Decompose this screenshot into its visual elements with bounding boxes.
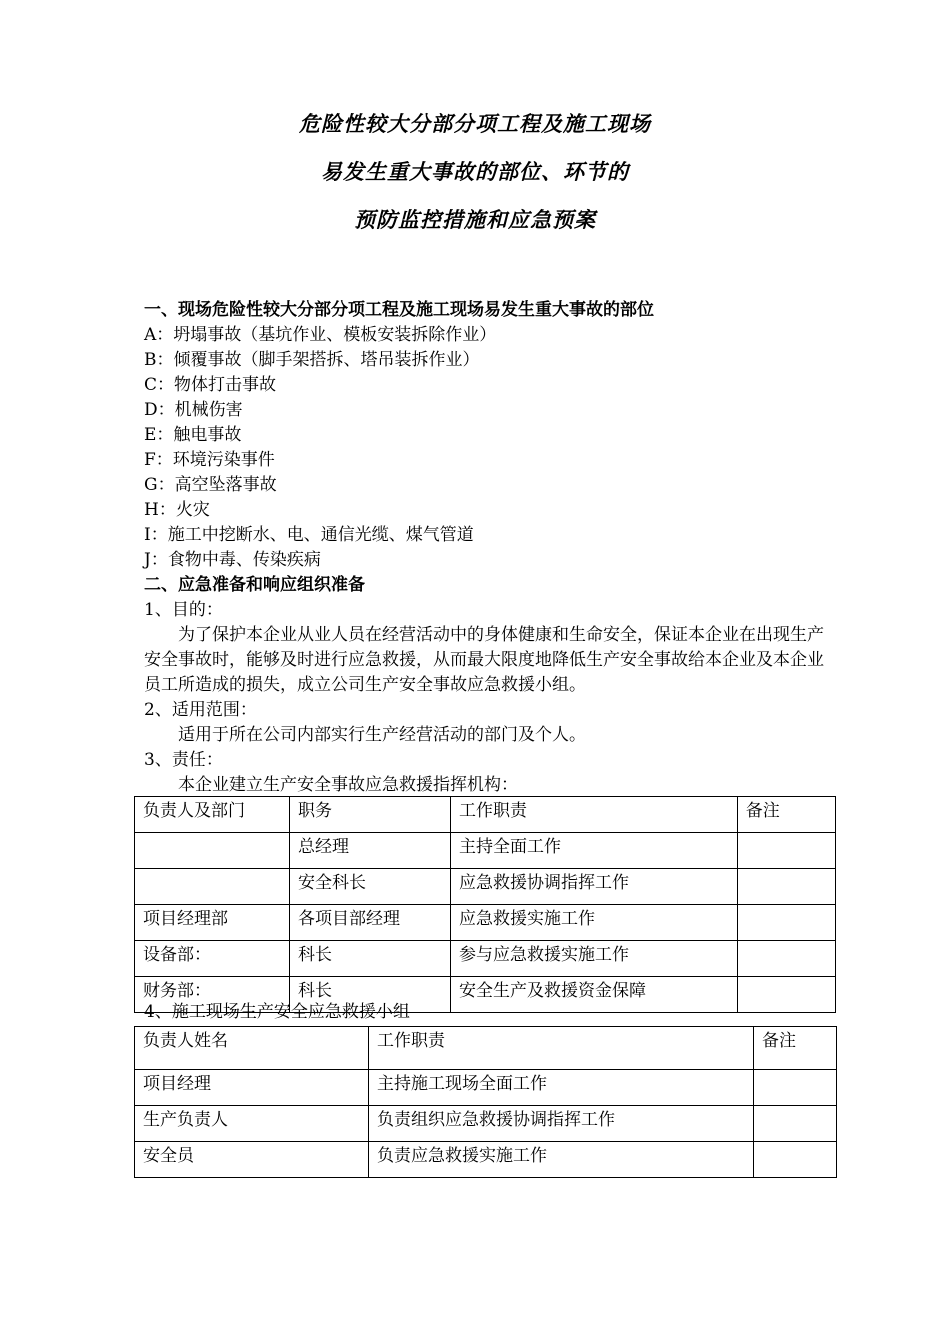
table-cell: 财务部： [135,977,290,1013]
hazard-item-b: B：倾覆事故（脚手架搭拆、塔吊装拆作业） [144,350,480,370]
table-cell: 参与应急救援实施工作 [451,941,738,977]
hazard-item-c: C：物体打击事故 [144,375,277,395]
hazard-item-d: D：机械伤害 [144,400,243,420]
table-cell: 项目经理 [135,1070,369,1106]
table-cell: 总经理 [289,833,450,869]
title-line-3: 预防监控措施和应急预案 [354,208,596,232]
table-cell [737,869,835,905]
table-header-row [135,1027,837,1070]
hazard-item-j: J：食物中毒、传染疾病 [144,550,321,570]
duty-text: 本企业建立生产安全事故应急救援指挥机构： [178,775,518,795]
table-cell: 主持全面工作 [451,833,738,869]
table-row [135,1070,837,1106]
table-cell: 项目经理部 [135,905,290,941]
document-title [0,100,950,244]
hazard-item-i: I：施工中挖断水、电、通信光缆、煤气管道 [144,525,474,545]
table-row [135,941,836,977]
table-cell [754,1142,837,1178]
table-cell: 主持施工现场全面工作 [369,1070,754,1106]
table-cell: 生产负责人 [135,1106,369,1142]
team-label: 4、施工现场生产安全应急救援小组 [144,1002,410,1022]
table-header-row [135,797,836,833]
table-row [135,1106,837,1142]
table-cell: 应急救援协调指挥工作 [451,869,738,905]
hazard-item-f: F：环境污染事件 [144,450,275,470]
hazard-item-e: E：触电事故 [144,425,242,445]
duty-label: 3、责任： [144,750,223,770]
table-cell: 科长 [289,941,450,977]
table-row [135,833,836,869]
table-header-cell: 职务 [289,797,450,833]
emergency-team-table [134,1026,837,1178]
table-cell [135,869,290,905]
table-cell: 设备部： [135,941,290,977]
table-cell [737,833,835,869]
table-header-cell: 备注 [754,1027,837,1070]
section1-heading: 一、现场危险性较大分部分项工程及施工现场易发生重大事故的部位 [144,300,654,320]
table-cell: 安全科长 [289,869,450,905]
table-cell [754,1106,837,1142]
table-header-cell: 负责人姓名 [135,1027,369,1070]
table-cell [754,1070,837,1106]
table-header-cell: 负责人及部门 [135,797,290,833]
document-body [144,298,834,798]
table-header-cell: 备注 [737,797,835,833]
scope-label: 2、适用范围： [144,700,257,720]
table-cell: 科长 [289,977,450,1013]
table-row [135,1142,837,1178]
table-cell: 负责应急救援实施工作 [369,1142,754,1178]
purpose-paragraph: 为了保护本企业从业人员在经营活动中的身体健康和生命安全，保证本企业在出现生产安全事故时，能够及时进行应急救援，从而最大限度地降低生产安全事故给本企业及本企业员工所造成的损失，成立公司生产安全事故应急救援小组。 [144,625,824,695]
table-cell [135,833,290,869]
table-cell: 各项目部经理 [289,905,450,941]
table-cell: 安全员 [135,1142,369,1178]
table-cell [737,905,835,941]
title-line-2: 易发生重大事故的部位、环节的 [321,160,629,184]
table-cell [737,977,835,1013]
purpose-label: 1、目的： [144,600,223,620]
table-cell [737,941,835,977]
hazard-item-g: G：高空坠落事故 [144,475,277,495]
table-header-cell: 工作职责 [451,797,738,833]
table-header-cell: 工作职责 [369,1027,754,1070]
command-structure-table [134,796,836,1013]
table-cell: 负责组织应急救援协调指挥工作 [369,1106,754,1142]
section2-heading: 二、应急准备和响应组织准备 [144,575,365,595]
table-row [135,869,836,905]
table-cell: 安全生产及救援资金保障 [451,977,738,1013]
table-row [135,905,836,941]
table-cell: 应急救援实施工作 [451,905,738,941]
scope-text: 适用于所在公司内部实行生产经营活动的部门及个人。 [178,725,586,745]
hazard-item-h: H：火灾 [144,500,210,520]
title-line-1: 危险性较大分部分项工程及施工现场 [299,112,651,136]
hazard-item-a: A：坍塌事故（基坑作业、模板安装拆除作业） [144,325,497,345]
